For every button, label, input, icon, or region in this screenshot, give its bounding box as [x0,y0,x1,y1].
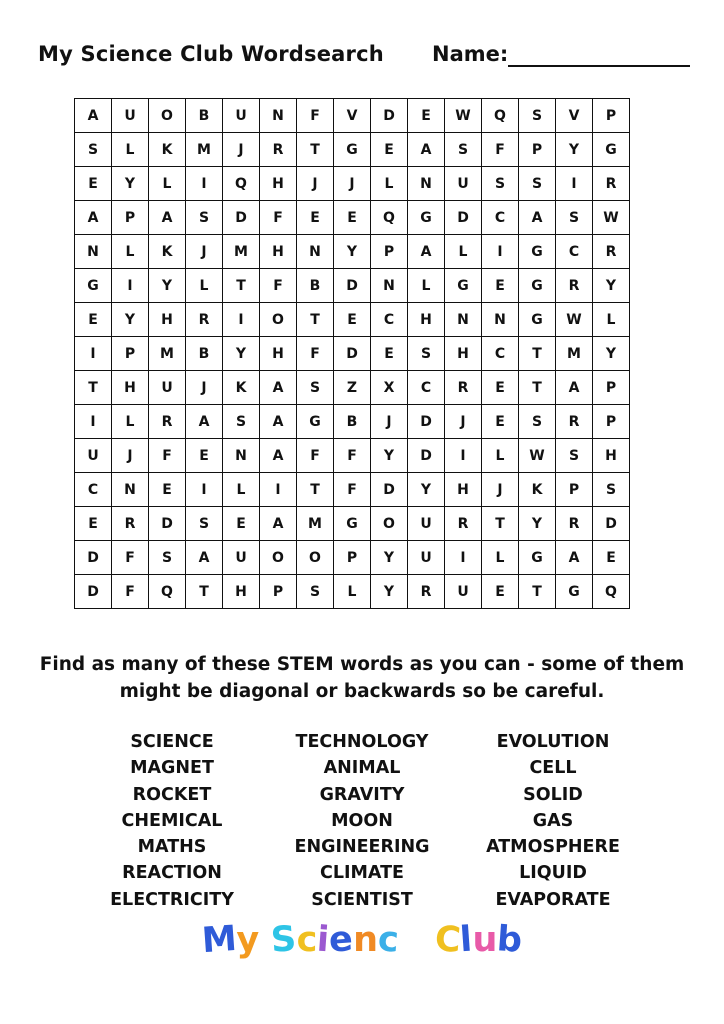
grid-cell[interactable]: R [556,507,593,541]
word-list-item: ROCKET [132,784,212,805]
grid-cell[interactable]: P [112,201,149,235]
grid-cell[interactable]: U [445,167,482,201]
grid-cell[interactable]: R [186,303,223,337]
grid-cell[interactable]: B [186,337,223,371]
grid-cell[interactable]: G [445,269,482,303]
grid-cell[interactable]: A [260,405,297,439]
grid-cell[interactable]: O [371,507,408,541]
grid-cell[interactable]: Q [371,201,408,235]
grid-cell[interactable]: L [371,167,408,201]
grid-cell[interactable]: N [371,269,408,303]
grid-cell[interactable]: F [482,133,519,167]
grid-cell[interactable]: E [371,337,408,371]
grid-cell[interactable]: O [260,541,297,575]
word-list-item: CELL [529,758,577,779]
grid-row [75,337,630,371]
grid-cell[interactable]: A [556,541,593,575]
grid-cell[interactable]: E [482,405,519,439]
grid-cell[interactable]: B [186,99,223,133]
name-blank-line[interactable] [508,65,690,67]
grid-cell[interactable]: R [408,575,445,609]
grid-cell[interactable]: B [297,269,334,303]
grid-row [75,201,630,235]
word-list-item: EVOLUTION [496,732,610,752]
word-list-item: LIQUID [519,863,587,884]
grid-cell[interactable]: I [186,167,223,201]
grid-cell[interactable]: A [186,405,223,439]
grid-cell[interactable]: E [75,507,112,541]
grid-cell[interactable]: J [186,371,223,405]
my-science-club-logo: My Science Club [200,918,524,962]
grid-cell[interactable]: E [186,439,223,473]
grid-cell[interactable]: P [334,541,371,575]
grid-cell[interactable]: J [186,235,223,269]
grid-cell[interactable]: S [186,507,223,541]
word-list-item: SOLID [523,784,583,805]
grid-cell[interactable]: G [593,133,630,167]
grid-cell[interactable]: D [334,337,371,371]
grid-cell[interactable]: C [371,303,408,337]
grid-cell[interactable]: F [297,439,334,473]
grid-cell[interactable]: A [408,133,445,167]
grid-cell[interactable]: O [149,99,186,133]
grid-cell[interactable]: D [408,439,445,473]
grid-cell[interactable]: T [297,133,334,167]
grid-cell[interactable]: F [260,269,297,303]
grid-cell[interactable]: U [112,99,149,133]
grid-cell[interactable]: E [297,201,334,235]
grid-cell[interactable]: I [482,235,519,269]
instructions-line-1: Find as many of these STEM words as you can - some of them [39,654,685,675]
grid-cell[interactable]: U [223,99,260,133]
grid-cell[interactable]: L [334,575,371,609]
grid-cell[interactable]: Z [334,371,371,405]
grid-cell[interactable]: K [149,133,186,167]
grid-cell[interactable]: A [149,201,186,235]
grid-cell[interactable]: J [445,405,482,439]
grid-cell[interactable]: F [297,99,334,133]
grid-cell[interactable]: S [556,201,593,235]
grid-cell[interactable]: E [334,201,371,235]
grid-cell[interactable]: E [482,371,519,405]
grid-cell[interactable]: H [260,235,297,269]
grid-cell[interactable]: J [112,439,149,473]
grid-cell[interactable]: A [75,99,112,133]
grid-cell[interactable]: I [445,439,482,473]
grid-cell[interactable]: R [445,507,482,541]
grid-cell[interactable]: U [75,439,112,473]
word-list-item: GRAVITY [319,784,405,805]
grid-cell[interactable]: D [149,507,186,541]
word-list-column-3 [453,729,653,913]
grid-cell[interactable]: G [556,575,593,609]
grid-cell[interactable]: C [75,473,112,507]
grid-cell[interactable]: A [260,439,297,473]
grid-cell[interactable]: U [223,541,260,575]
grid-cell[interactable]: M [297,507,334,541]
grid-cell[interactable]: P [260,575,297,609]
grid-row [75,303,630,337]
grid-cell[interactable]: D [371,473,408,507]
word-list-item: MATHS [137,837,207,858]
grid-cell[interactable]: F [334,439,371,473]
grid-cell[interactable]: S [223,405,260,439]
grid-cell[interactable]: H [112,371,149,405]
grid-cell[interactable]: L [593,303,630,337]
grid-cell[interactable]: R [260,133,297,167]
grid-cell[interactable]: D [75,541,112,575]
grid-cell[interactable]: N [260,99,297,133]
word-list-item: ANIMAL [323,758,401,779]
grid-row [75,507,630,541]
grid-cell[interactable]: B [334,405,371,439]
grid-cell[interactable]: Y [593,337,630,371]
grid-cell[interactable]: D [334,269,371,303]
grid-cell[interactable]: A [260,371,297,405]
grid-cell[interactable]: S [445,133,482,167]
grid-cell[interactable]: E [75,167,112,201]
grid-row [75,167,630,201]
grid-cell[interactable]: I [186,473,223,507]
grid-cell[interactable]: W [445,99,482,133]
word-list-item: SCIENCE [130,732,214,752]
grid-cell[interactable]: P [371,235,408,269]
grid-cell[interactable]: C [482,337,519,371]
grid-cell[interactable]: Y [223,337,260,371]
grid-cell[interactable]: H [445,337,482,371]
grid-cell[interactable]: S [297,371,334,405]
grid-cell[interactable]: J [297,167,334,201]
grid-cell[interactable]: A [556,371,593,405]
grid-cell[interactable]: H [408,303,445,337]
instructions [0,651,724,705]
grid-cell[interactable]: Y [556,133,593,167]
grid-cell[interactable]: F [149,439,186,473]
grid-cell[interactable]: C [556,235,593,269]
grid-cell[interactable]: Y [112,303,149,337]
grid-cell[interactable]: Q [593,575,630,609]
grid-cell[interactable]: S [297,575,334,609]
grid-cell[interactable]: R [445,371,482,405]
grid-cell[interactable]: M [186,133,223,167]
grid-row [75,133,630,167]
grid-cell[interactable]: P [593,371,630,405]
grid-cell[interactable]: G [519,269,556,303]
grid-cell[interactable]: F [112,575,149,609]
grid-row [75,473,630,507]
grid-cell[interactable]: J [334,167,371,201]
grid-cell[interactable]: E [334,303,371,337]
grid-cell[interactable]: D [223,201,260,235]
grid-cell[interactable]: Y [371,575,408,609]
grid-cell[interactable]: S [519,99,556,133]
instructions-line-2: might be diagonal or backwards so be careful. [119,681,605,702]
grid-cell[interactable]: Q [223,167,260,201]
grid-cell[interactable]: D [75,575,112,609]
grid-cell[interactable]: W [556,303,593,337]
grid-cell[interactable]: P [593,405,630,439]
grid-cell[interactable]: G [75,269,112,303]
grid-cell[interactable]: H [260,337,297,371]
grid-cell[interactable]: I [112,269,149,303]
grid-cell[interactable]: E [149,473,186,507]
grid-cell[interactable]: S [149,541,186,575]
grid-cell[interactable]: E [371,133,408,167]
grid-cell[interactable]: U [408,541,445,575]
grid-cell[interactable]: P [556,473,593,507]
grid-cell[interactable]: E [408,99,445,133]
word-list-column-2 [262,729,462,913]
grid-cell[interactable]: F [112,541,149,575]
grid-row [75,99,630,133]
grid-cell[interactable]: F [297,337,334,371]
grid-row [75,439,630,473]
grid-cell[interactable]: Y [334,235,371,269]
word-list-item: GAS [532,810,574,831]
grid-cell[interactable]: G [334,507,371,541]
grid-row [75,235,630,269]
grid-cell[interactable]: S [482,167,519,201]
wordsearch-grid [74,98,630,609]
grid-cell[interactable]: Y [408,473,445,507]
grid-cell[interactable]: I [445,541,482,575]
word-list-item: CLIMATE [320,863,404,884]
grid-cell[interactable]: U [408,507,445,541]
grid-cell[interactable]: I [260,473,297,507]
grid-cell[interactable]: L [482,541,519,575]
grid-cell[interactable]: T [482,507,519,541]
grid-cell[interactable]: E [75,303,112,337]
grid-cell[interactable]: P [593,99,630,133]
grid-cell[interactable]: H [445,473,482,507]
word-list-column-1 [72,729,272,913]
grid-cell[interactable]: S [519,167,556,201]
grid-cell[interactable]: L [445,235,482,269]
grid-cell[interactable]: C [482,201,519,235]
grid-cell[interactable]: K [519,473,556,507]
grid-cell[interactable]: N [297,235,334,269]
word-list-item: ATMOSPHERE [486,837,620,858]
grid-cell[interactable]: S [556,439,593,473]
word-list-item: CHEMICAL [121,810,223,831]
grid-cell[interactable]: L [408,269,445,303]
grid-cell[interactable]: Y [371,439,408,473]
grid-cell[interactable]: L [482,439,519,473]
grid-cell[interactable]: T [186,575,223,609]
grid-cell[interactable]: R [593,167,630,201]
grid-cell[interactable]: G [519,235,556,269]
grid-cell[interactable]: G [297,405,334,439]
grid-cell[interactable]: H [593,439,630,473]
grid-cell[interactable]: S [186,201,223,235]
grid-cell[interactable]: O [260,303,297,337]
grid-cell[interactable]: O [297,541,334,575]
grid-cell[interactable]: Y [149,269,186,303]
grid-cell[interactable]: S [519,405,556,439]
grid-cell[interactable]: A [408,235,445,269]
grid-cell[interactable]: X [371,371,408,405]
grid-cell[interactable]: F [260,201,297,235]
name-label: Name: [432,42,509,66]
grid-cell[interactable]: L [186,269,223,303]
grid-cell[interactable]: T [519,337,556,371]
word-list-item: MOON [331,810,393,831]
grid-cell[interactable]: P [519,133,556,167]
grid-cell[interactable]: N [482,303,519,337]
grid-cell[interactable]: Y [371,541,408,575]
grid-cell[interactable]: Y [593,269,630,303]
grid-cell[interactable]: K [149,235,186,269]
grid-cell[interactable]: L [112,405,149,439]
grid-cell[interactable]: I [75,405,112,439]
grid-cell[interactable]: U [445,575,482,609]
grid-row [75,269,630,303]
grid-cell[interactable]: W [593,201,630,235]
grid-row [75,541,630,575]
word-list-item: EVAPORATE [495,889,611,910]
grid-cell[interactable]: A [260,507,297,541]
grid-cell[interactable]: G [519,303,556,337]
grid-cell[interactable]: D [445,201,482,235]
word-list-item: TECHNOLOGY [295,732,429,752]
grid-cell[interactable]: R [556,405,593,439]
grid-cell[interactable]: M [149,337,186,371]
grid-cell[interactable]: I [75,337,112,371]
word-list-item: REACTION [122,863,222,884]
grid-cell[interactable]: V [556,99,593,133]
grid-cell[interactable]: E [482,575,519,609]
grid-cell[interactable]: L [112,133,149,167]
page-title: My Science Club Wordsearch [38,42,384,66]
grid-cell[interactable]: T [297,303,334,337]
grid-cell[interactable]: U [149,371,186,405]
word-list-item: MAGNET [130,758,214,779]
grid-cell[interactable]: M [556,337,593,371]
grid-cell[interactable]: D [371,99,408,133]
grid-cell[interactable]: A [75,201,112,235]
grid-row [75,405,630,439]
grid-cell[interactable]: Q [149,575,186,609]
word-list-item: ENGINEERING [294,837,430,858]
grid-cell[interactable]: Q [482,99,519,133]
grid-cell[interactable]: H [223,575,260,609]
grid-cell[interactable]: E [223,507,260,541]
grid-cell[interactable]: T [519,371,556,405]
grid-cell[interactable]: S [593,473,630,507]
word-list-item: SCIENTIST [311,889,413,910]
grid-cell[interactable]: J [482,473,519,507]
grid-cell[interactable]: S [75,133,112,167]
grid-cell[interactable]: A [519,201,556,235]
grid-row [75,371,630,405]
grid-cell[interactable]: H [260,167,297,201]
grid-cell[interactable]: J [371,405,408,439]
grid-cell[interactable]: N [223,439,260,473]
grid-cell[interactable]: S [408,337,445,371]
grid-cell[interactable]: K [223,371,260,405]
grid-cell[interactable]: T [223,269,260,303]
grid-cell[interactable]: I [223,303,260,337]
grid-cell[interactable]: A [186,541,223,575]
grid-cell[interactable]: E [593,541,630,575]
grid-cell[interactable]: G [334,133,371,167]
grid-cell[interactable]: G [519,541,556,575]
grid-cell[interactable]: V [334,99,371,133]
grid-cell[interactable]: M [223,235,260,269]
grid-cell[interactable]: L [149,167,186,201]
grid-cell[interactable]: R [112,507,149,541]
grid-cell[interactable]: T [519,575,556,609]
grid-cell[interactable]: N [445,303,482,337]
grid-cell[interactable]: C [408,371,445,405]
grid-cell[interactable]: D [408,405,445,439]
grid-cell[interactable]: R [556,269,593,303]
grid-cell[interactable]: T [75,371,112,405]
word-list-item: ELECTRICITY [110,889,234,910]
grid-cell[interactable]: P [112,337,149,371]
grid-cell[interactable]: N [112,473,149,507]
grid-row [75,575,630,609]
grid-cell[interactable]: D [593,507,630,541]
grid-cell[interactable]: J [223,133,260,167]
grid-cell[interactable]: F [334,473,371,507]
grid-cell[interactable]: Y [519,507,556,541]
grid-cell[interactable]: N [75,235,112,269]
grid-cell[interactable]: N [408,167,445,201]
grid-cell[interactable]: R [593,235,630,269]
grid-cell[interactable]: G [408,201,445,235]
grid-cell[interactable]: E [482,269,519,303]
grid-cell[interactable]: T [297,473,334,507]
grid-cell[interactable]: I [556,167,593,201]
grid-cell[interactable]: R [149,405,186,439]
grid-cell[interactable]: H [149,303,186,337]
grid-cell[interactable]: L [223,473,260,507]
grid-cell[interactable]: Y [112,167,149,201]
grid-cell[interactable]: W [519,439,556,473]
grid-cell[interactable]: L [112,235,149,269]
